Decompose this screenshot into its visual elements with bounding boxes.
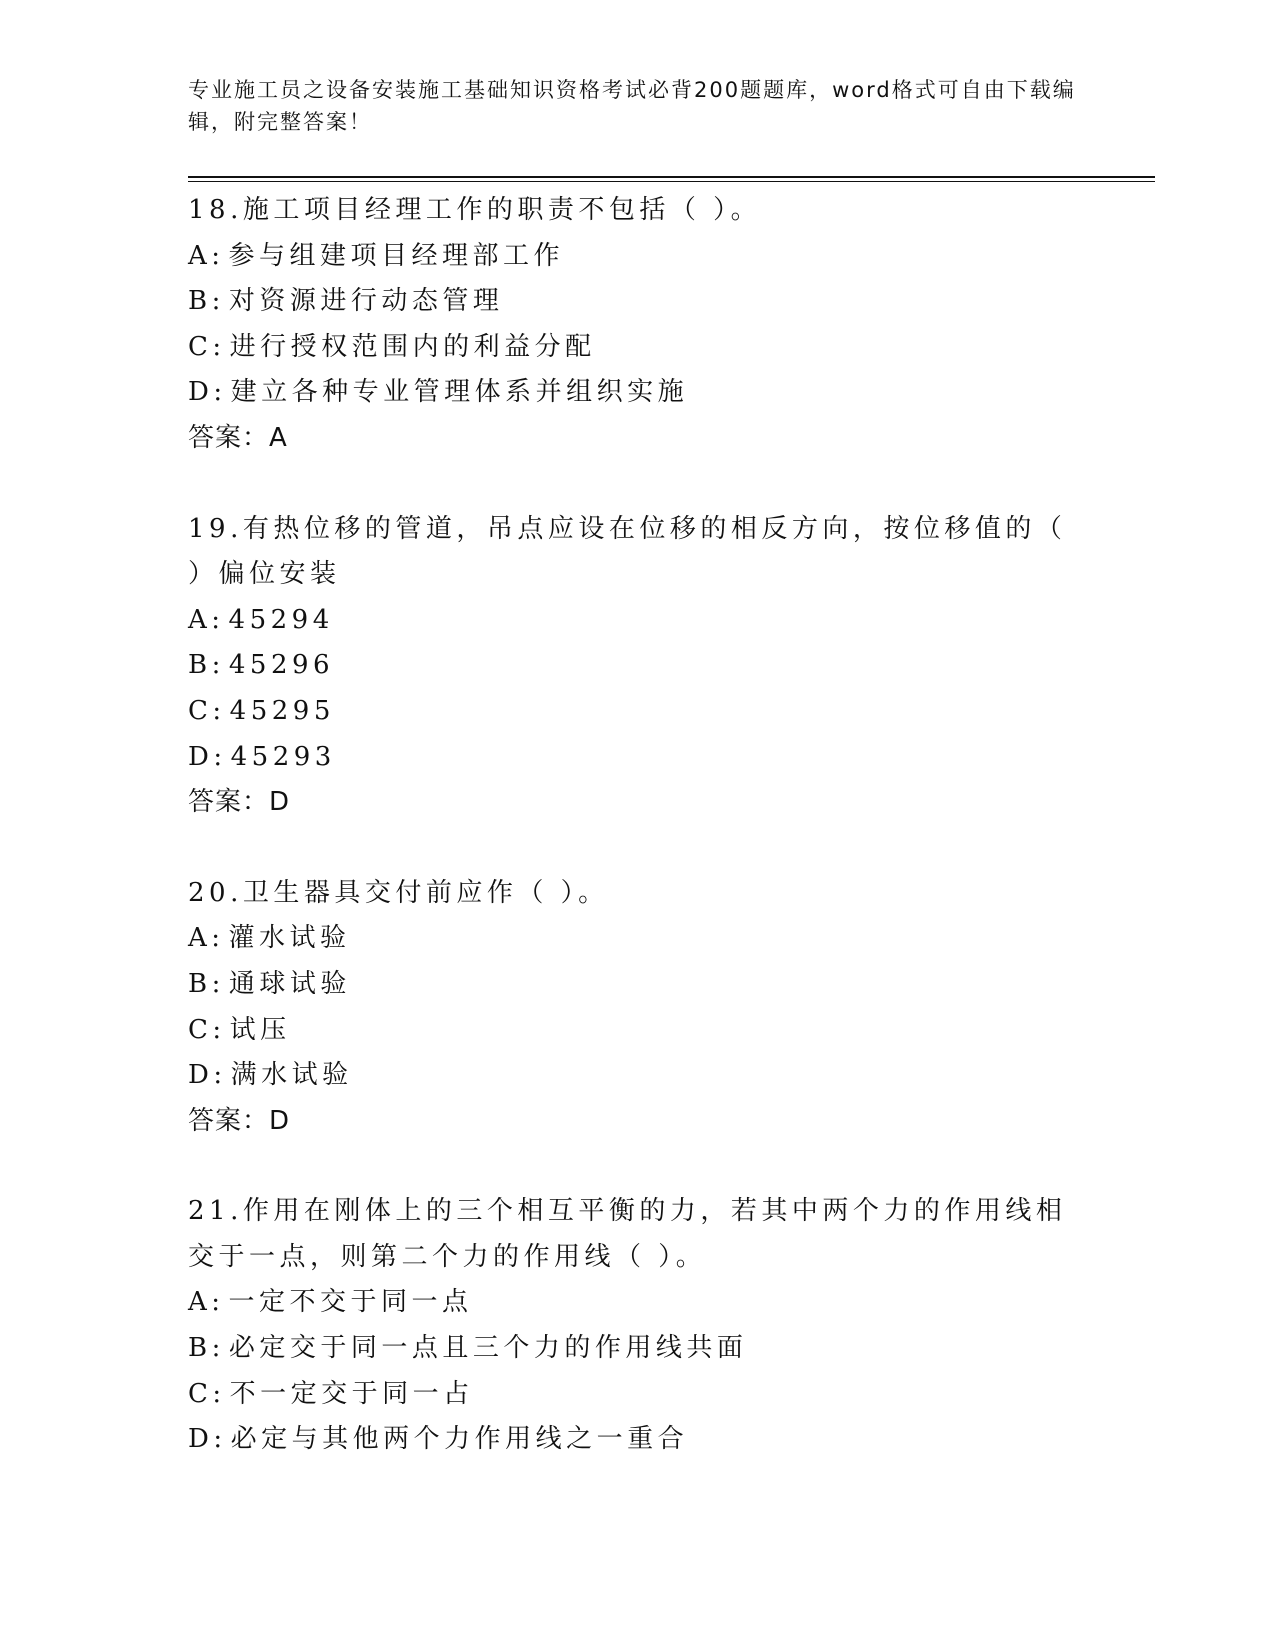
question-number: 20. xyxy=(188,877,243,908)
option-text: 满水试验 xyxy=(230,1060,353,1091)
option-d xyxy=(188,1053,1088,1099)
answer-label: 答案： xyxy=(188,422,270,453)
question-number: 19. xyxy=(188,513,243,544)
option-a xyxy=(188,1280,1088,1326)
option-text: 45295 xyxy=(229,695,335,726)
option-text: 建立各种专业管理体系并组织实施 xyxy=(230,377,689,408)
question-number: 21. xyxy=(188,1196,243,1227)
option-key: D: xyxy=(188,1424,227,1455)
option-text: 45294 xyxy=(228,604,334,635)
option-c xyxy=(188,325,1088,371)
option-d xyxy=(188,1417,1088,1463)
option-key: D: xyxy=(188,1060,227,1091)
question-21 xyxy=(188,1189,1088,1463)
option-key: B: xyxy=(188,650,225,681)
option-text: 必定与其他两个力作用线之一重合 xyxy=(230,1424,689,1455)
option-text: 通球试验 xyxy=(228,968,351,999)
header-divider-thin xyxy=(188,181,1155,182)
question-20 xyxy=(188,871,1088,1145)
header-divider xyxy=(188,176,1155,178)
question-stem xyxy=(188,188,1088,234)
answer-label: 答案： xyxy=(188,1105,270,1136)
option-text: 灌水试验 xyxy=(228,923,351,954)
option-c xyxy=(188,1008,1088,1054)
option-key: A: xyxy=(188,1287,225,1318)
option-text: 不一定交于同一占 xyxy=(229,1378,474,1409)
question-stem xyxy=(188,507,1088,598)
question-stem xyxy=(188,1189,1088,1280)
option-c xyxy=(188,1372,1088,1418)
option-key: C: xyxy=(188,695,226,726)
option-key: A: xyxy=(188,240,225,271)
option-key: A: xyxy=(188,923,225,954)
option-key: C: xyxy=(188,331,226,362)
question-text: 卫生器具交付前应作（ ）。 xyxy=(242,877,609,908)
document-title: 专业施工员之设备安装施工基础知识资格考试必背200题题库，word格式可自由下载编辑，附完整答案！ xyxy=(188,78,1076,134)
answer-value: D xyxy=(269,1105,291,1136)
option-text: 进行授权范围内的利益分配 xyxy=(229,331,596,362)
option-d xyxy=(188,735,1088,781)
option-key: C: xyxy=(188,1014,226,1045)
option-key: C: xyxy=(188,1378,226,1409)
answer-line xyxy=(188,416,1088,462)
question-text: 施工项目经理工作的职责不包括（ ）。 xyxy=(242,195,762,225)
option-d xyxy=(188,370,1088,416)
option-a xyxy=(188,598,1088,644)
option-key: B: xyxy=(188,968,225,999)
option-a xyxy=(188,234,1088,280)
option-key: D: xyxy=(188,377,227,408)
question-stem xyxy=(188,871,1088,917)
question-list xyxy=(188,188,1088,1508)
option-a xyxy=(188,916,1088,962)
option-key: D: xyxy=(188,741,227,772)
answer-line xyxy=(188,780,1088,826)
question-19 xyxy=(188,507,1088,826)
option-text: 45293 xyxy=(230,741,336,772)
option-text: 一定不交于同一点 xyxy=(228,1287,473,1318)
option-b xyxy=(188,279,1088,325)
question-18 xyxy=(188,188,1088,462)
option-key: B: xyxy=(188,1333,225,1364)
answer-line xyxy=(188,1099,1088,1145)
option-text: 必定交于同一点且三个力的作用线共面 xyxy=(228,1333,748,1364)
option-key: A: xyxy=(188,604,225,635)
answer-value: D xyxy=(269,787,291,818)
answer-label: 答案： xyxy=(188,787,270,818)
option-text: 试压 xyxy=(229,1014,291,1045)
option-text: 对资源进行动态管理 xyxy=(228,286,504,317)
option-key: B: xyxy=(188,286,225,317)
option-b xyxy=(188,643,1088,689)
answer-value: A xyxy=(269,422,288,453)
option-b xyxy=(188,1326,1088,1372)
option-text: 45296 xyxy=(228,650,335,681)
option-text: 参与组建项目经理部工作 xyxy=(228,240,565,271)
option-b xyxy=(188,962,1088,1008)
option-c xyxy=(188,689,1088,735)
question-number: 18. xyxy=(188,195,243,225)
question-text: 有热位移的管道，吊点应设在位移的相反方向，按位移值的（ ）偏位安装 xyxy=(188,513,1067,590)
question-text: 作用在刚体上的三个相互平衡的力，若其中两个力的作用线相交于一点，则第二个力的作用线（ ）。 xyxy=(188,1196,1067,1272)
